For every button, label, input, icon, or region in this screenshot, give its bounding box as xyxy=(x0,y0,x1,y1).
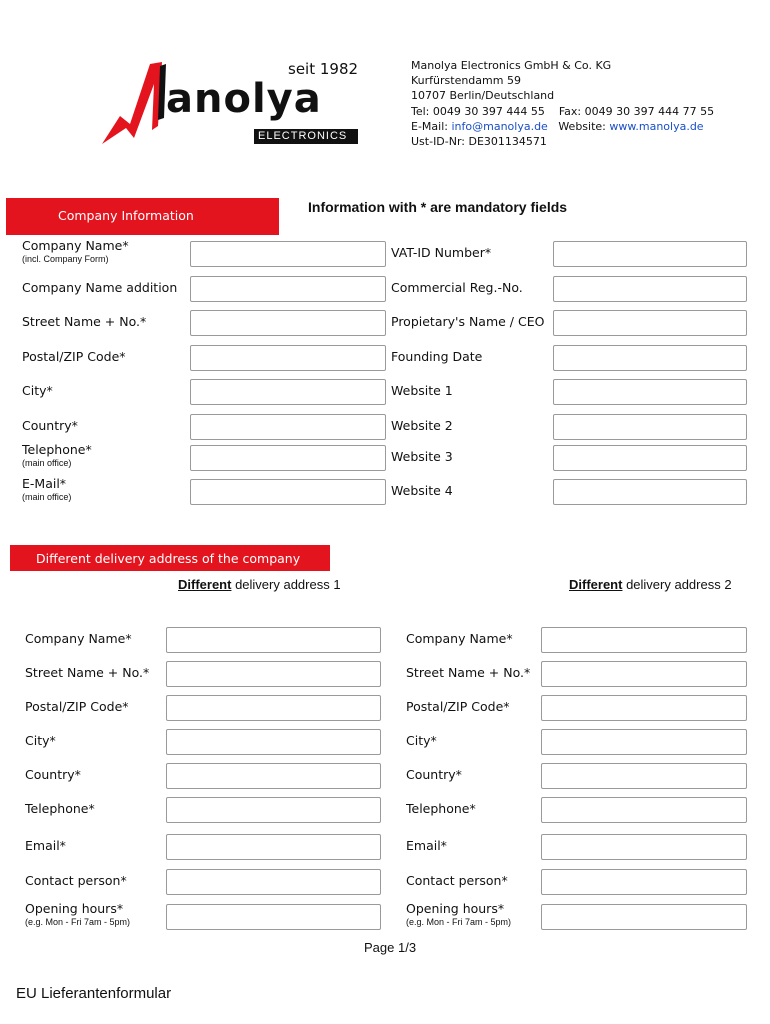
contact-person-field[interactable] xyxy=(541,869,747,895)
company-ust: Ust-ID-Nr: DE301134571 xyxy=(411,135,547,149)
opening-hours-label: Opening hours* xyxy=(406,901,505,916)
e-mail-hint: (main office) xyxy=(22,492,72,502)
contact-person-label: Contact person* xyxy=(25,873,127,888)
postal-zip-code-field[interactable] xyxy=(166,695,381,721)
opening-hours-field[interactable] xyxy=(541,904,747,930)
city-label: City* xyxy=(25,733,56,748)
company-information-banner xyxy=(6,198,279,235)
country-label: Country* xyxy=(25,767,81,782)
company-contact-line xyxy=(411,119,714,134)
telephone-field[interactable] xyxy=(166,797,381,823)
logo-name: anolya xyxy=(166,76,322,122)
logo-since: seit 1982 xyxy=(288,60,359,78)
website-2-field[interactable] xyxy=(553,414,747,440)
website-link[interactable]: www.manolya.de xyxy=(609,119,704,133)
country-field[interactable] xyxy=(166,763,381,789)
company-name-label: Company Name* xyxy=(25,631,132,646)
telephone-label: Telephone* xyxy=(406,801,476,816)
banner-label: Different delivery address of the company xyxy=(36,551,301,566)
company-name-field[interactable] xyxy=(190,241,386,267)
telephone-field[interactable] xyxy=(190,445,386,471)
company-street: Kurfürstendamm 59 xyxy=(411,74,521,88)
email-label: E-Mail: xyxy=(411,119,448,133)
mandatory-note: Information with * are mandatory fields xyxy=(308,199,568,215)
country-field[interactable] xyxy=(541,763,747,789)
propietary-s-name-ceo-label: Propietary's Name / CEO xyxy=(391,314,545,329)
website-3-label: Website 3 xyxy=(391,449,453,464)
street-name-no-field[interactable] xyxy=(190,310,386,336)
city-field[interactable] xyxy=(541,729,747,755)
delivery-address-banner xyxy=(10,545,330,571)
company-phone-line xyxy=(411,104,714,119)
company-tel: Tel: 0049 30 397 444 55 xyxy=(411,104,545,118)
country-field[interactable] xyxy=(190,414,386,440)
street-name-no-label: Street Name + No.* xyxy=(22,314,147,329)
delivery-address-1-heading xyxy=(178,577,341,592)
website-1-field[interactable] xyxy=(553,379,747,405)
city-field[interactable] xyxy=(190,379,386,405)
street-name-no-label: Street Name + No.* xyxy=(25,665,150,680)
telephone-field[interactable] xyxy=(541,797,747,823)
different-word: Different xyxy=(178,577,232,592)
postal-zip-code-field[interactable] xyxy=(541,695,747,721)
opening-hours-label: Opening hours* xyxy=(25,901,124,916)
email-label: Email* xyxy=(406,838,447,853)
opening-hours-hint: (e.g. Mon - Fri 7am - 5pm) xyxy=(25,917,131,927)
city-label: City* xyxy=(22,383,53,398)
website-2-label: Website 2 xyxy=(391,418,453,433)
city-label: City* xyxy=(406,733,437,748)
e-mail-field[interactable] xyxy=(190,479,386,505)
website-label: Website: xyxy=(558,119,606,133)
email-link[interactable]: info@manolya.de xyxy=(451,119,548,133)
country-label: Country* xyxy=(22,418,78,433)
propietary-s-name-ceo-field[interactable] xyxy=(553,310,747,336)
company-address-block xyxy=(411,58,714,149)
postal-zip-code-label: Postal/ZIP Code* xyxy=(22,349,126,364)
company-name-label: Company Name* xyxy=(22,238,129,253)
company-name-field[interactable] xyxy=(166,627,381,653)
delivery-address-2-heading xyxy=(569,577,732,592)
website-1-label: Website 1 xyxy=(391,383,453,398)
company-name-hint: (incl. Company Form) xyxy=(22,254,109,264)
contact-person-field[interactable] xyxy=(166,869,381,895)
company-name-field[interactable] xyxy=(541,627,747,653)
founding-date-label: Founding Date xyxy=(391,349,483,364)
company-city: 10707 Berlin/Deutschland xyxy=(411,89,555,103)
vat-id-number-label: VAT-ID Number* xyxy=(391,245,492,260)
website-4-label: Website 4 xyxy=(391,483,453,498)
city-field[interactable] xyxy=(166,729,381,755)
company-name-addition-field[interactable] xyxy=(190,276,386,302)
banner-label: Company Information xyxy=(58,208,194,223)
email-label: Email* xyxy=(25,838,66,853)
contact-person-label: Contact person* xyxy=(406,873,508,888)
heading-rest: delivery address 1 xyxy=(231,577,341,592)
form-title: EU Lieferantenformular xyxy=(16,985,172,1002)
different-word: Different xyxy=(569,577,623,592)
page-number: Page 1/3 xyxy=(364,940,417,955)
logo-sub: ELECTRONICS xyxy=(258,130,348,142)
street-name-no-label: Street Name + No.* xyxy=(406,665,531,680)
opening-hours-hint: (e.g. Mon - Fri 7am - 5pm) xyxy=(406,917,512,927)
postal-zip-code-field[interactable] xyxy=(190,345,386,371)
email-field[interactable] xyxy=(541,834,747,860)
website-3-field[interactable] xyxy=(553,445,747,471)
telephone-hint: (main office) xyxy=(22,458,72,468)
e-mail-label: E-Mail* xyxy=(22,476,67,491)
website-4-field[interactable] xyxy=(553,479,747,505)
commercial-reg-no-label: Commercial Reg.-No. xyxy=(391,280,523,295)
street-name-no-field[interactable] xyxy=(541,661,747,687)
vat-id-number-field[interactable] xyxy=(553,241,747,267)
heading-rest: delivery address 2 xyxy=(622,577,732,592)
founding-date-field[interactable] xyxy=(553,345,747,371)
postal-zip-code-label: Postal/ZIP Code* xyxy=(25,699,129,714)
telephone-label: Telephone* xyxy=(25,801,95,816)
commercial-reg-no-field[interactable] xyxy=(553,276,747,302)
telephone-label: Telephone* xyxy=(22,442,92,457)
country-label: Country* xyxy=(406,767,462,782)
company-logo xyxy=(100,58,362,150)
company-name: Manolya Electronics GmbH & Co. KG xyxy=(411,59,612,72)
opening-hours-field[interactable] xyxy=(166,904,381,930)
street-name-no-field[interactable] xyxy=(166,661,381,687)
email-field[interactable] xyxy=(166,834,381,860)
postal-zip-code-label: Postal/ZIP Code* xyxy=(406,699,510,714)
company-name-addition-label: Company Name addition xyxy=(22,280,178,295)
company-name-label: Company Name* xyxy=(406,631,513,646)
company-fax: Fax: 0049 30 397 444 77 55 xyxy=(558,104,715,118)
